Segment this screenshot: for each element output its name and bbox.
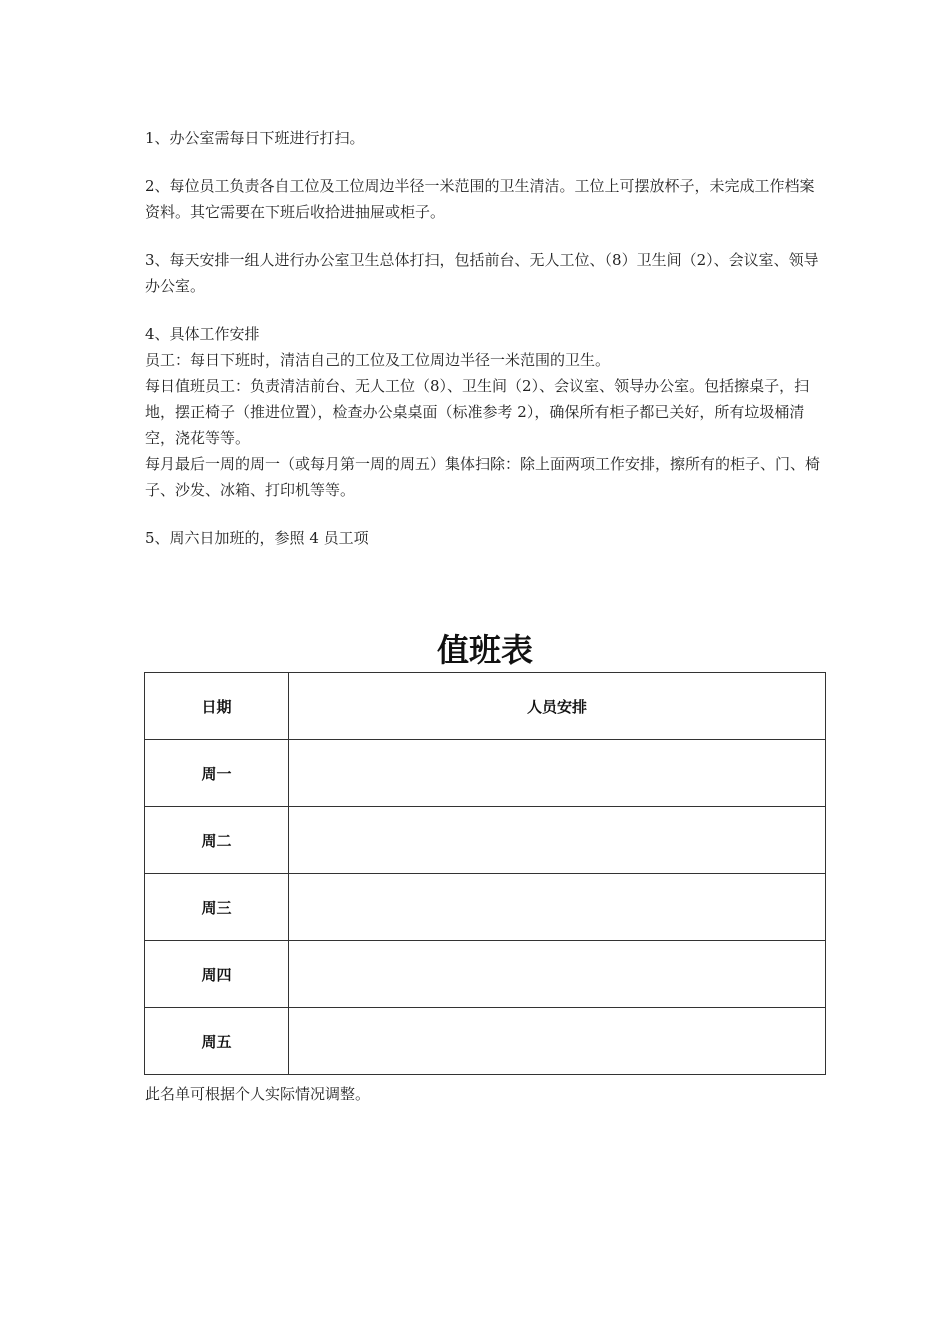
day-cell: 周五 [145,1008,289,1075]
table-row [145,941,826,1008]
rule-item-4-staff: 员工：每日下班时，清洁自己的工位及工位周边半径一米范围的卫生。 [145,351,611,369]
rule-item-2: 2、每位员工负责各自工位及工位周边半径一米范围的卫生清洁。工位上可摆放杯子，未完成工作档案资料。其它需要在下班后收拾进抽屉或柜子。 [145,177,815,221]
table-row [145,1008,826,1075]
staff-cell[interactable] [289,874,826,941]
duty-table [144,672,826,1075]
rule-item-1: 1、办公室需每日下班进行打扫。 [145,129,365,147]
header-date: 日期 [145,673,289,740]
rule-item-4-duty: 每日值班员工：负责清洁前台、无人工位（8）、卫生间（2）、会议室、领导办公室。包括擦桌子，扫地，摆正椅子（推进位置），检查办公桌桌面（标准参考 2），确保所有柜子都已关好，所有垃圾桶清空，浇花等等。 [145,377,810,447]
day-cell: 周二 [145,807,289,874]
table-row [145,740,826,807]
duty-table-title: 值班表 [436,631,533,669]
adjustment-note: 此名单可根据个人实际情况调整。 [145,1085,371,1103]
staff-cell[interactable] [289,1008,826,1075]
staff-cell[interactable] [289,740,826,807]
rule-item-5: 5、周六日加班的，参照 4 员工项 [145,529,369,547]
day-cell: 周四 [145,941,289,1008]
table-header-row [145,673,826,740]
header-staff: 人员安排 [289,673,826,740]
rules-section [145,125,825,551]
day-cell: 周一 [145,740,289,807]
rule-item-3: 3、每天安排一组人进行办公室卫生总体打扫，包括前台、无人工位、（8）卫生间（2）、会议室、领导办公室。 [145,251,819,295]
rule-item-4-title: 4、具体工作安排 [145,325,260,343]
staff-cell[interactable] [289,807,826,874]
table-row [145,874,826,941]
staff-cell[interactable] [289,941,826,1008]
rule-item-4-monthly: 每月最后一周的周一（或每月第一周的周五）集体扫除：除上面两项工作安排，擦所有的柜子、门、椅子、沙发、冰箱、打印机等等。 [145,455,821,499]
table-row [145,807,826,874]
day-cell: 周三 [145,874,289,941]
